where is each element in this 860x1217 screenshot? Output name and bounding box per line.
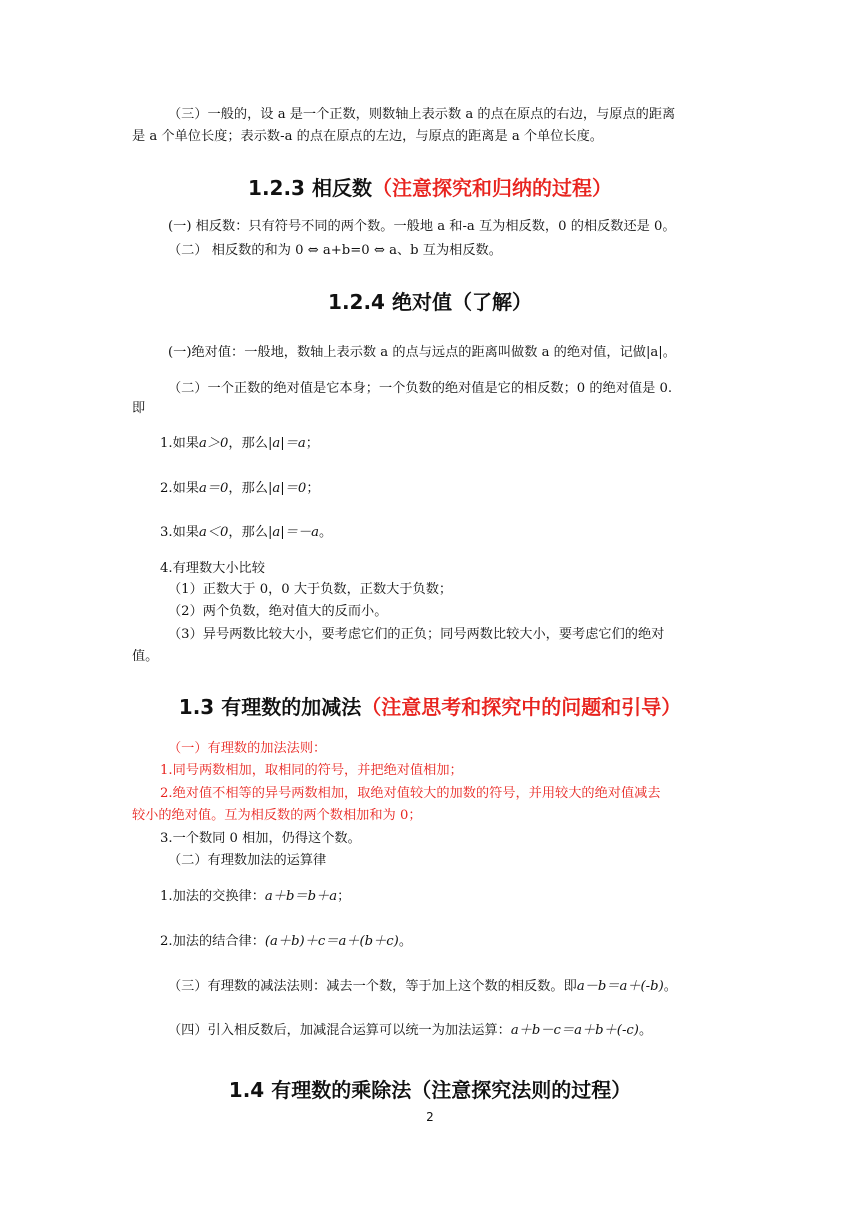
list-item: （2）两个负数，绝对值大的反而小。	[168, 604, 388, 619]
page-number: 2	[426, 1110, 434, 1124]
heading-title: 相反数	[304, 176, 372, 200]
section-heading-1-2-4	[0, 286, 860, 315]
paragraph: 是 a 个单位长度；表示数-a 的点在原点的左边，与原点的距离是 a 个单位长度。	[132, 129, 603, 144]
paragraph: （二）一个正数的绝对值是它本身；一个负数的绝对值是它的相反数；0 的绝对值是 0.	[168, 381, 673, 396]
paragraph: 3.一个数同 0 相加，仍得这个数。	[160, 831, 361, 846]
heading-note: （注意探究和归纳的过程）	[371, 176, 612, 200]
paragraph: （三）一般的，设 a 是一个正数，则数轴上表示数 a 的点在原点的右边，与原点的距离	[168, 107, 676, 122]
list-item: 值。	[132, 649, 159, 664]
paragraph: （二）有理数加法的运算律	[168, 853, 327, 868]
paragraph: （二） 相反数的和为 0 ⇔ a+b=0 ⇔ a、b 互为相反数。	[168, 243, 502, 258]
list-item: （3）异号两数比较大小，要考虑它们的正负；同号两数比较大小，要考虑它们的绝对	[168, 627, 665, 642]
formula-line: （四）引入相反数后，加减混合运算可以统一为加法运算：a＋b－c＝a＋b＋(-c)。	[168, 1023, 653, 1038]
section-heading-1-4	[0, 1074, 860, 1103]
heading-number: 1.2.3	[248, 176, 305, 200]
list-item: 1.如果a＞0，那么|a|＝a；	[160, 436, 319, 451]
heading-note: （了解）	[451, 290, 532, 314]
paragraph: 2.绝对值不相等的异号两数相加，取绝对值较大的加数的符号，并用较大的绝对值减去	[160, 786, 661, 801]
heading-number: 1.4	[228, 1078, 265, 1102]
section-heading-1-3	[0, 691, 860, 720]
formula-line: 1.加法的交换律：a＋b＝b＋a；	[160, 889, 351, 904]
paragraph: (一) 相反数：只有符号不同的两个数。一般地 a 和-a 互为相反数，0 的相反数还是 0。	[168, 219, 676, 234]
paragraph: （一）有理数的加法法则：	[168, 741, 327, 756]
formula-line: （三）有理数的减法法则：减去一个数，等于加上这个数的相反数。即a－b＝a＋(-b)。	[168, 979, 677, 994]
list-item: 3.如果a＜0，那么|a|＝－a。	[160, 525, 333, 540]
paragraph: (一)绝对值：一般地，数轴上表示数 a 的点与远点的距离叫做数 a 的绝对值，记做|a|。	[168, 345, 676, 360]
heading-title: 有理数的加减法	[214, 695, 362, 719]
paragraph: 1.同号两数相加，取相同的符号，并把绝对值相加；	[160, 763, 463, 778]
heading-note: （注意思考和探究中的问题和引导）	[361, 695, 682, 719]
list-item: 2.如果a＝0，那么|a|＝0；	[160, 481, 320, 496]
paragraph: 较小的绝对值。互为相反数的两个数相加和为 0；	[132, 808, 422, 823]
heading-number: 1.3	[178, 695, 215, 719]
heading-note: （注意探究法则的过程）	[411, 1078, 632, 1102]
list-item: （1）正数大于 0，0 大于负数，正数大于负数；	[168, 582, 453, 597]
list-item: 4.有理数大小比较	[160, 561, 265, 576]
paragraph: 即	[132, 401, 146, 416]
heading-title: 绝对值	[384, 290, 452, 314]
section-heading-1-2-3	[0, 172, 860, 201]
heading-title: 有理数的乘除法	[264, 1078, 412, 1102]
heading-number: 1.2.4	[328, 290, 385, 314]
formula-line: 2.加法的结合律：(a＋b)＋c＝a＋(b＋c)。	[160, 934, 412, 949]
